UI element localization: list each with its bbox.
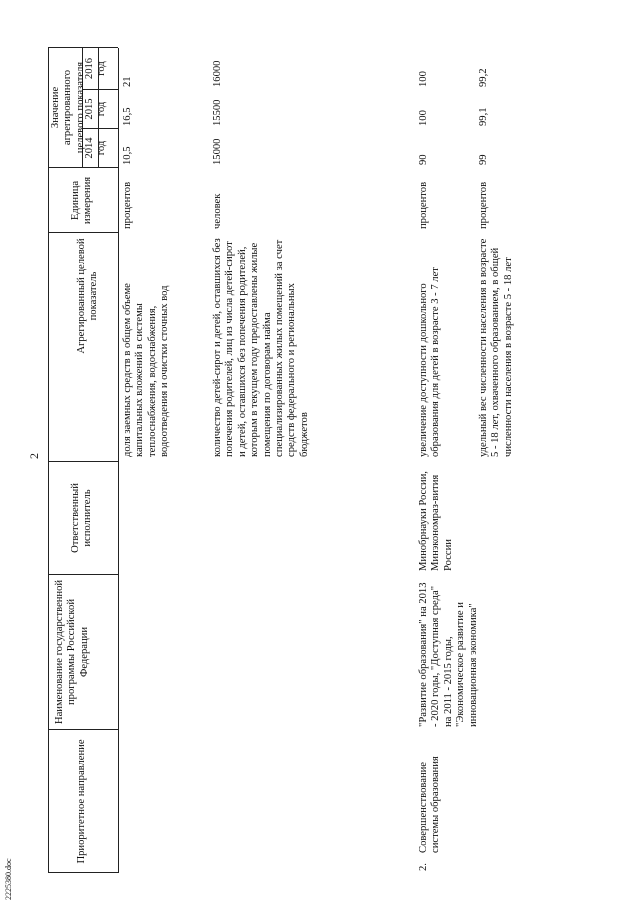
row2-indicator: количество детей-сирот и детей, оставшихся без попечения родителей, лиц из числа детей-сирот и детей, оставшихся без попечения родителей, которым в текущем году предоставлены жилые помещения по договорам найма специализированных жилых помещений за счет средств федерального и региональных бюджетов bbox=[212, 238, 310, 457]
col-divider-year-2 bbox=[82, 89, 118, 90]
col-divider-5 bbox=[48, 167, 118, 168]
col-divider-3 bbox=[48, 461, 118, 462]
header-year-2016: 2016 год bbox=[84, 57, 108, 80]
col-divider-2 bbox=[48, 574, 118, 575]
row4-indicator: удельный вес численности населения в возрасте 5 - 18 лет, охваченного образованием, в общей численности населения в возрасте 5 - 18 лет bbox=[478, 238, 514, 457]
header-executor: Ответственный исполнитель bbox=[70, 483, 94, 553]
col-divider-year-1 bbox=[82, 128, 118, 129]
header-year-2015: 2015 год bbox=[84, 98, 108, 120]
row1-v2014: 10,5 bbox=[122, 146, 133, 165]
row3-indicator: увеличение доступности дошкольного образования для детей в возрасте 3 - 7 лет bbox=[418, 267, 442, 457]
row3-program: "Развитие образования" на 2013 - 2020 годы, "Доступная среда" на 2011 - 2015 годы, "Экономическое развитие и инновационная экономика" bbox=[418, 582, 479, 727]
header-bottom-border bbox=[118, 48, 119, 873]
header-unit: Единица измерения bbox=[70, 176, 94, 225]
row3-direction: Совершенствование системы образования bbox=[418, 756, 442, 853]
row3-number: 2. bbox=[418, 863, 429, 871]
row4-v2014: 99 bbox=[478, 154, 489, 165]
row3-unit: процентов bbox=[418, 181, 429, 229]
row3-v2015: 100 bbox=[418, 110, 429, 126]
header-indicator: Агрегированный целевой показатель bbox=[76, 238, 100, 354]
page-number: 2 bbox=[27, 453, 41, 459]
row1-v2015: 16,5 bbox=[122, 107, 133, 126]
row4-v2016: 99,2 bbox=[478, 68, 489, 87]
header-value-group: Значение агрегированного целевого показателя bbox=[50, 61, 86, 154]
row1-v2016: 21 bbox=[122, 76, 133, 87]
header-program: Наименование государственной программы Российской Федерации bbox=[54, 579, 90, 725]
header-direction: Приоритетное направление bbox=[76, 739, 87, 864]
row3-v2014: 90 bbox=[418, 154, 429, 165]
row2-v2014: 15000 bbox=[212, 138, 223, 165]
row2-unit: человек bbox=[212, 193, 223, 229]
row4-v2015: 99,1 bbox=[478, 107, 489, 126]
row1-indicator: доля заемных средств в общем объеме капитальных вложений в системы теплоснабжения, водоснабжения, водоотведения и очистки сточных вод bbox=[122, 283, 171, 457]
row2-v2016: 16000 bbox=[212, 60, 223, 87]
row3-executor-visible: Минобрнауки России, Минэкономраз-вития России bbox=[418, 471, 454, 571]
footer-doc-id: 2225380.doc bbox=[4, 858, 13, 900]
row1-unit: процентов bbox=[122, 181, 133, 229]
table-right-border bbox=[48, 47, 118, 48]
col-divider-4 bbox=[48, 232, 118, 233]
header-year-2014: 2014 год bbox=[84, 137, 108, 159]
table-left-border bbox=[48, 872, 118, 873]
row3-v2016: 100 bbox=[418, 71, 429, 87]
row2-v2015: 15500 bbox=[212, 99, 223, 126]
col-divider-1 bbox=[48, 729, 118, 730]
row4-unit: процентов bbox=[478, 181, 489, 229]
